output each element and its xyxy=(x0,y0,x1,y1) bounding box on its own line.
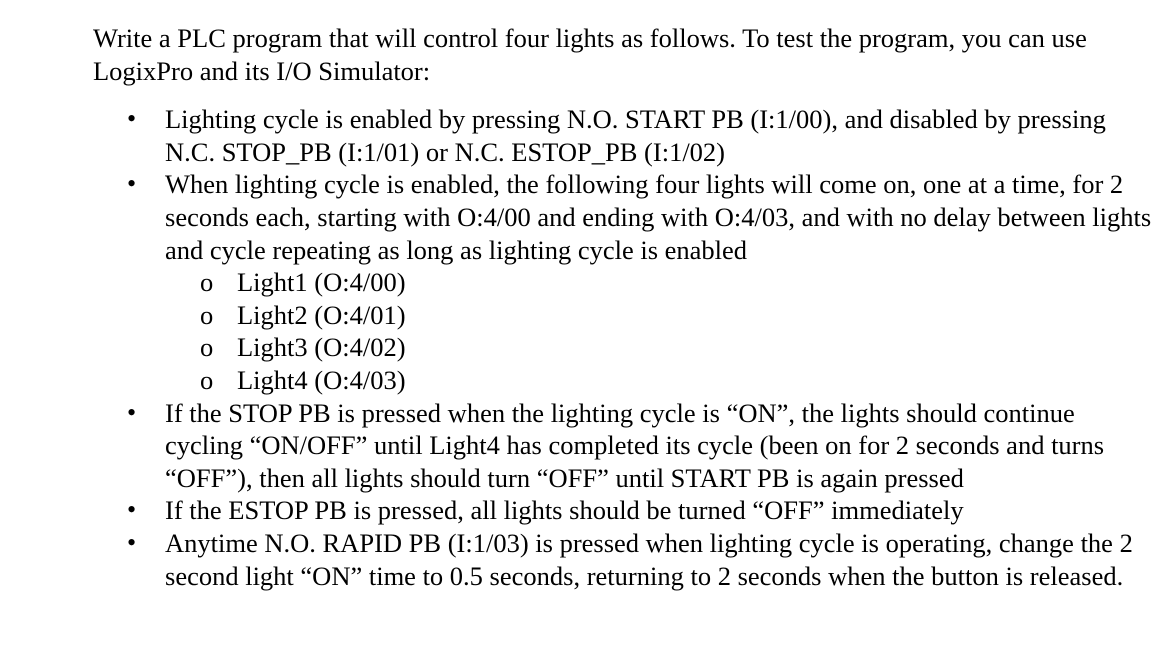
bullet-icon: • xyxy=(127,169,137,199)
list-item-text: When lighting cycle is enabled, the following four lights will come on, one at a time, for 2 seconds each, starting with O:4/00 and ending with O:4/03, and with no delay between lights and cycle repeating as long as lighting cycle is enabled xyxy=(165,169,1152,265)
bullet-icon: • xyxy=(127,495,137,525)
sub-list-item xyxy=(165,331,1153,364)
document-body xyxy=(93,22,1153,592)
sub-list-item-text: Light4 (O:4/03) xyxy=(237,364,406,395)
lights-sublist xyxy=(165,266,1153,396)
bullet-icon: • xyxy=(127,104,137,134)
list-item xyxy=(93,168,1153,396)
list-item xyxy=(93,527,1153,592)
intro-paragraph: Write a PLC program that will control four lights as follows. To test the program, you can use LogixPro and its I/O Simulator: xyxy=(93,23,1087,86)
list-item-text: Anytime N.O. RAPID PB (I:1/03) is pressed when lighting cycle is operating, change the 2 second light “ON” time to 0.5 seconds, returning to 2 seconds when the button is released. xyxy=(165,527,1133,591)
sub-list-item-text: Light1 (O:4/00) xyxy=(237,267,406,298)
sub-list-item-text: Light2 (O:4/01) xyxy=(237,299,406,330)
circle-bullet-icon: o xyxy=(200,364,214,395)
sub-list-item xyxy=(165,299,1153,332)
list-item-text: If the ESTOP PB is pressed, all lights should be turned “OFF” immediately xyxy=(165,495,964,526)
sub-list-item xyxy=(165,364,1153,397)
circle-bullet-icon: o xyxy=(200,332,214,363)
bullet-icon: • xyxy=(127,527,137,557)
sub-list-item xyxy=(165,266,1153,299)
bullet-icon: • xyxy=(127,397,137,427)
list-item-text: Lighting cycle is enabled by pressing N.O. START PB (I:1/00), and disabled by pressing N.C. STOP_PB (I:1/01) or N.C. ESTOP_PB (I:1/02) xyxy=(165,104,1106,167)
list-item xyxy=(93,103,1153,168)
circle-bullet-icon: o xyxy=(200,299,214,330)
circle-bullet-icon: o xyxy=(200,267,214,298)
list-item xyxy=(93,494,1153,527)
requirements-list xyxy=(93,103,1153,592)
sub-list-item-text: Light3 (O:4/02) xyxy=(237,332,406,363)
list-item xyxy=(93,397,1153,495)
list-item-text: If the STOP PB is pressed when the lighting cycle is “ON”, the lights should continue cycling “ON/OFF” until Light4 has completed its cycle (been on for 2 seconds and turns “OFF”), then all lights should turn “OFF” until START PB is again pressed xyxy=(165,397,1105,493)
